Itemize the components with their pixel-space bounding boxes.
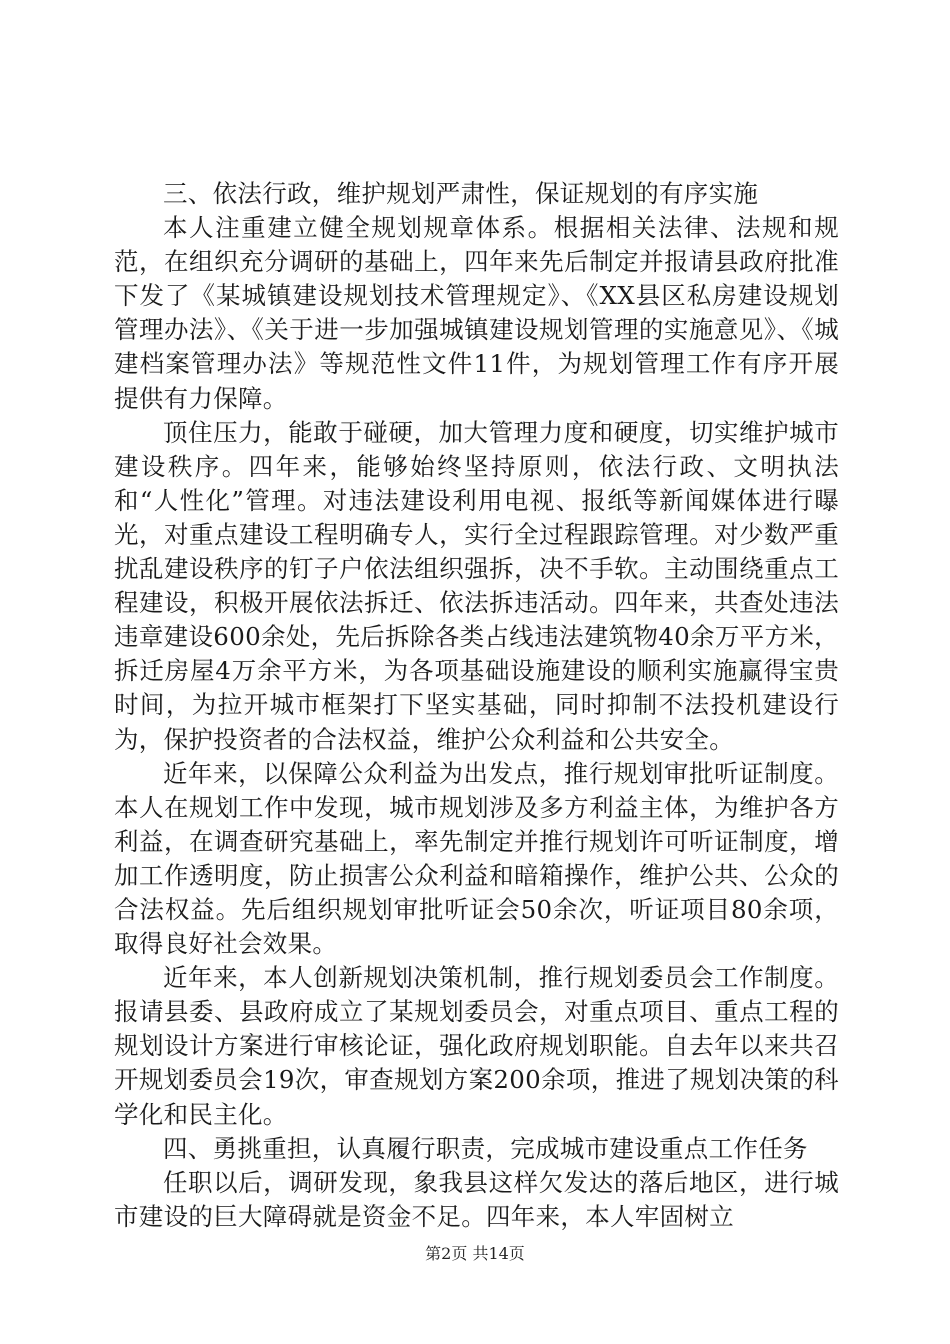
paragraph-enforcement: 顶住压力，能敢于碰硬，加大管理力度和硬度，切实维护城市建设秩序。四年来，能够始终坚持原则，依法行政、文明执法和“人性化”管理。对违法建设利用电视、报纸等新闻媒体进行曝光，对重点建设工程明确专人，实行全过程跟踪管理。对少数严重扰乱建设秩序的钉子户依法组织强拆，决不手软。主动围绕重点工程建设，积极开展依法拆迁、依法拆违活动。四年来，共查处违法违章建设600余处，先后拆除各类占线违法建筑物40余万平方米，拆迁房屋4万余平方米，为各项基础设施建设的顺利实施赢得宝贵时间，为拉开城市框架打下坚实基础，同时抑制不法投机建设行为，保护投资者的合法权益，维护公众利益和公共安全。 [114, 417, 839, 754]
paragraph-hearing-system: 近年来，以保障公众利益为出发点，推行规划审批听证制度。本人在规划工作中发现，城市规划涉及多方利益主体，为维护各方利益，在调查研究基础上，率先制定并推行规划许可听证制度，增加工作透明度，防止损害公众利益和暗箱操作，维护公共、公众的合法权益。先后组织规划审批听证会50余次，听证项目80余项，取得良好社会效果。 [114, 758, 839, 959]
paragraph-regulations: 本人注重建立健全规划规章体系。根据相关法律、法规和规范，在组织充分调研的基础上，四年来先后制定并报请县政府批准下发了《某城镇建设规划技术管理规定》、《XX县区私房建设规划管理办法》、《关于进一步加强城镇建设规划管理的实施意见》、《城建档案管理办法》等规范性文件11件，为规划管理工作有序开展提供有力保障。 [114, 213, 839, 413]
section-heading-4: 四、勇挑重担，认真履行职责，完成城市建设重点工作任务 [163, 1133, 808, 1163]
document-body [114, 177, 839, 1234]
section-heading-3: 三、依法行政，维护规划严肃性，保证规划的有序实施 [163, 179, 759, 208]
paragraph-planning-committee: 近年来，本人创新规划决策机制，推行规划委员会工作制度。报请县委、县政府成立了某规划委员会，对重点项目、重点工程的规划设计方案进行审核论证，强化政府规划职能。自去年以来共召开规划委员会19次，审查规划方案200余项，推进了规划决策的科学化和民主化。 [114, 963, 839, 1129]
page-footer: 第2页 共14页 [425, 1244, 525, 1263]
paragraph-funding: 任职以后，调研发现，象我县这样欠发达的落后地区，进行城市建设的巨大障碍就是资金不足。四年来，本人牢固树立 [114, 1167, 839, 1231]
